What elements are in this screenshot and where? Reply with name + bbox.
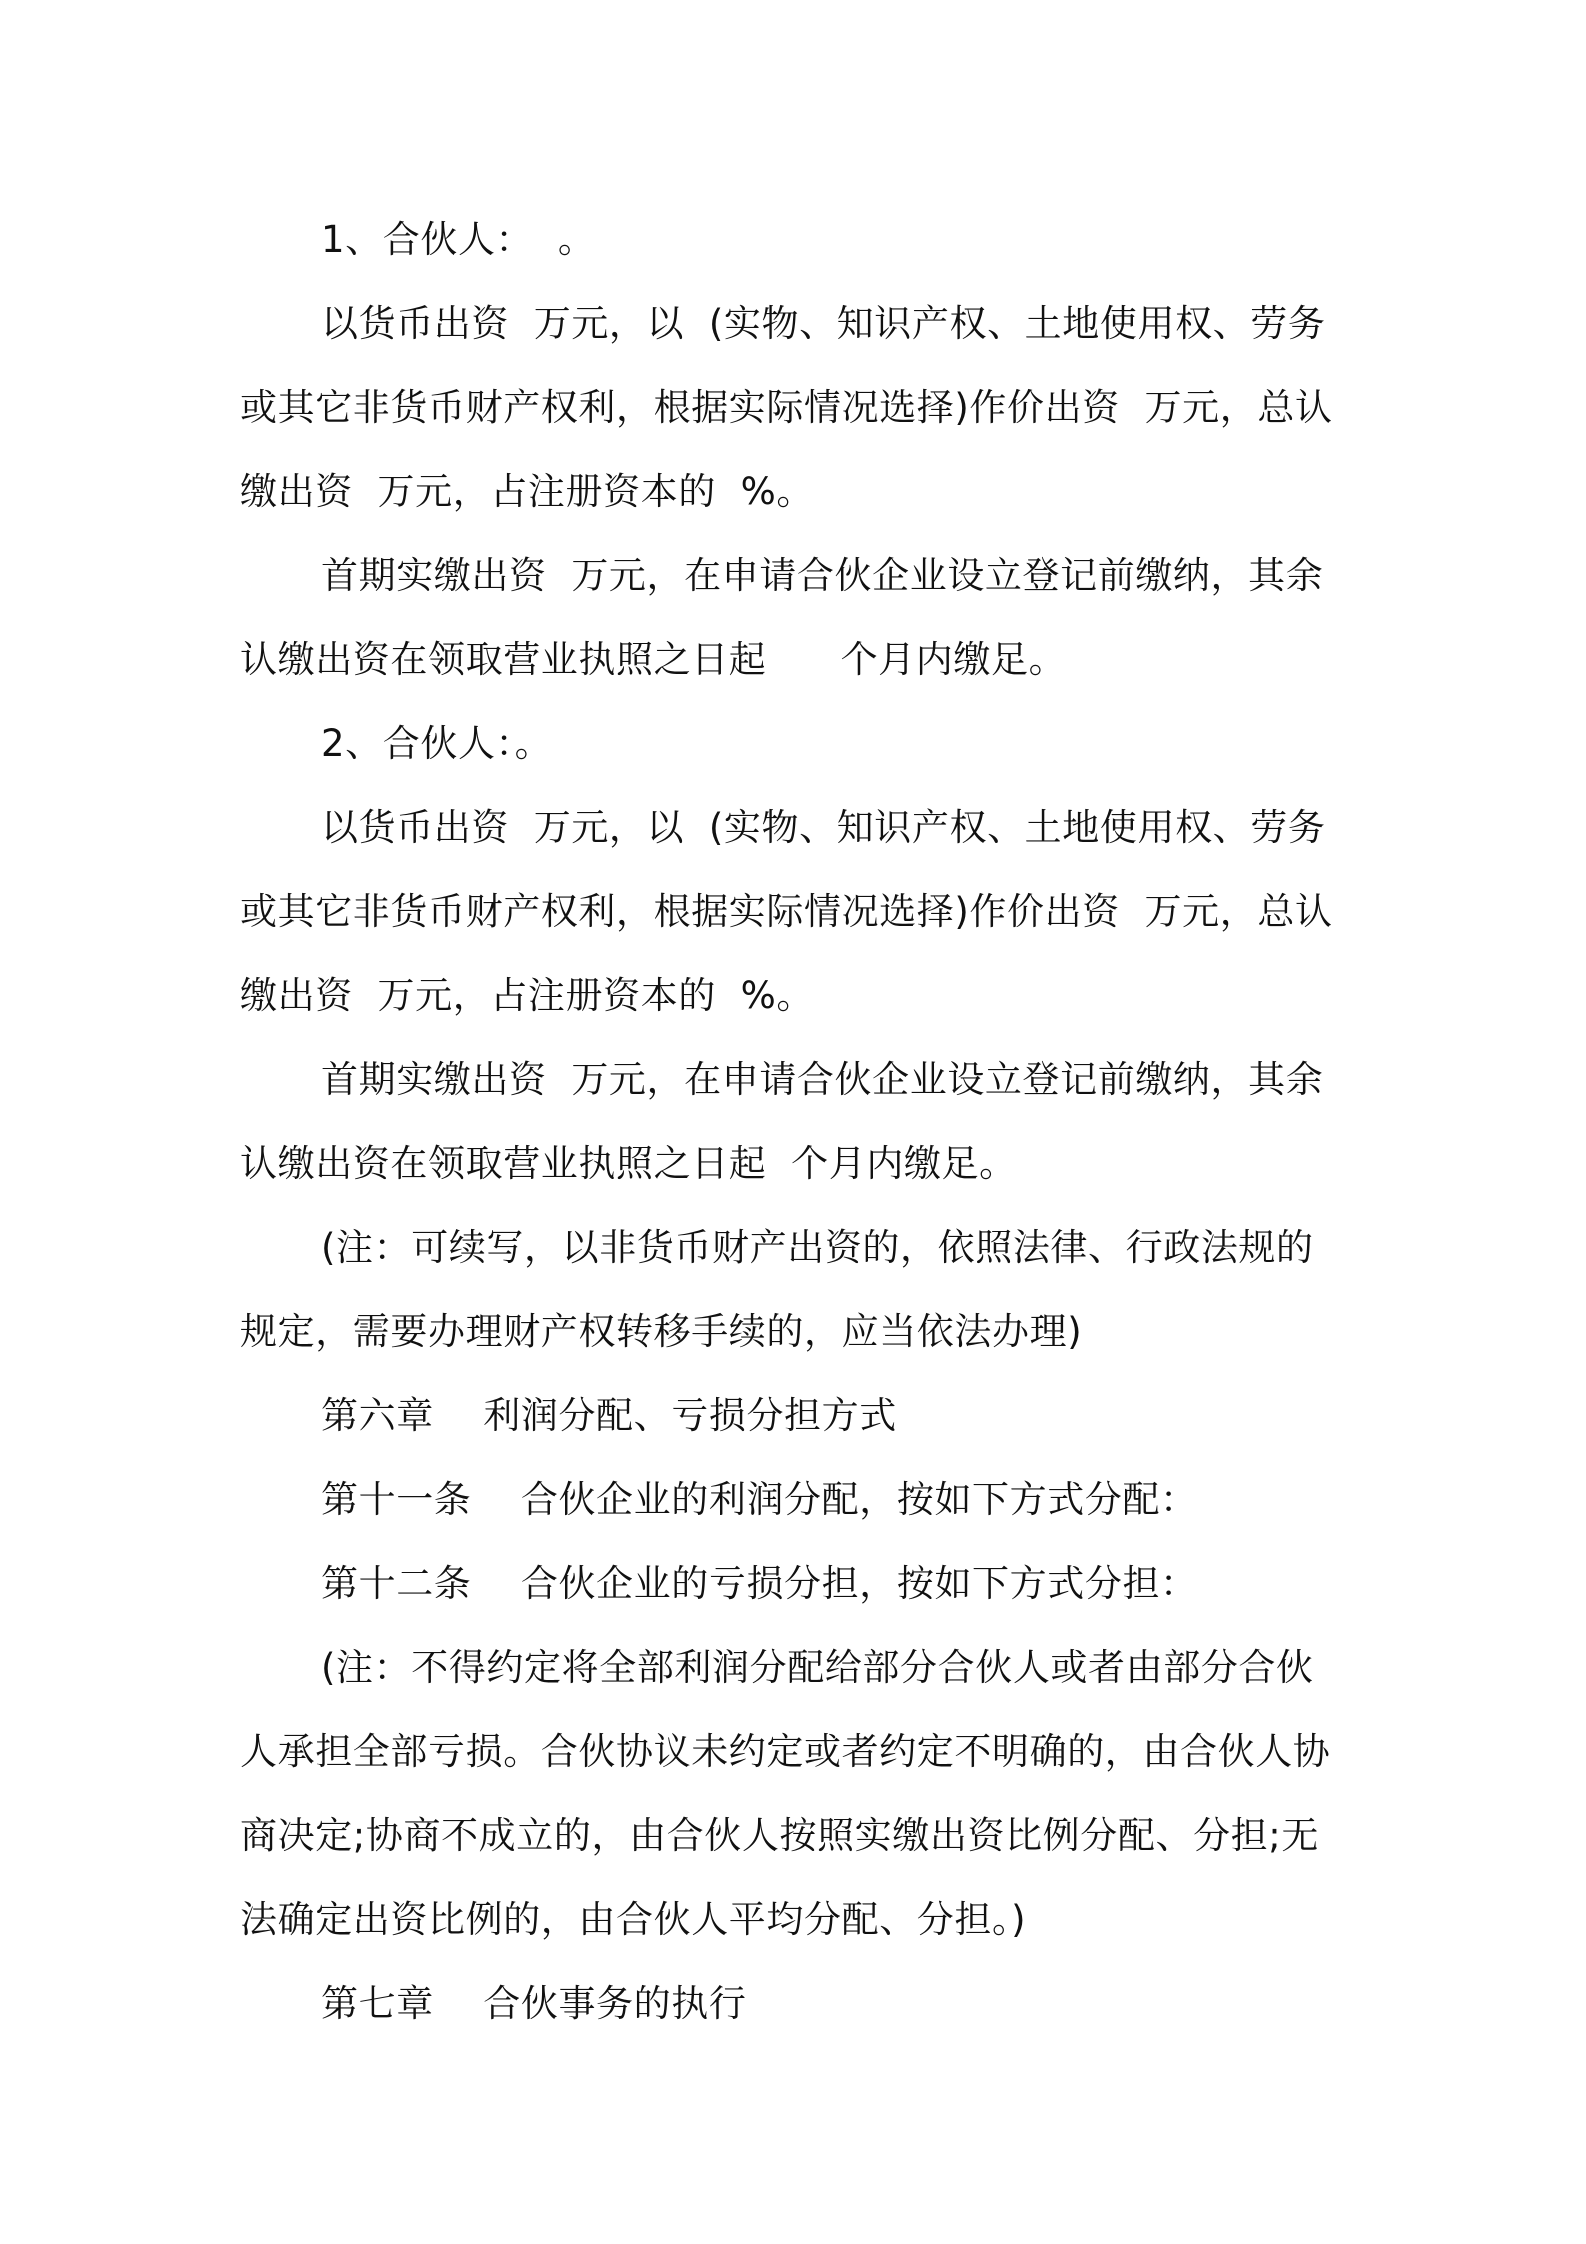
chapter-6-heading: 第六章 利润分配、亏损分担方式: [321, 1394, 897, 1437]
document-body: [240, 198, 1350, 2046]
partner-1-payment-terms: 首期实缴出资 万元，在申请合伙企业设立登记前缴纳，其余认缴出资在领取营业执照之日起 个月内缴足。: [240, 554, 1324, 681]
article-11: 第十一条 合伙企业的利润分配，按如下方式分配：: [321, 1478, 1198, 1521]
contribution-note: (注：可续写，以非货币财产出资的，依照法律、行政法规的规定，需要办理财产权转移手续的，应当依法办理): [240, 1226, 1314, 1353]
partner-2-capital-contribution: 以货币出资 万元，以 (实物、知识产权、土地使用权、劳务或其它非货币财产权利，根据实际情况选择)作价出资 万元，总认缴出资 万元，占注册资本的 %。: [240, 806, 1333, 1017]
partner-2-payment-terms: 首期实缴出资 万元，在申请合伙企业设立登记前缴纳，其余认缴出资在领取营业执照之日起 个月内缴足。: [240, 1058, 1324, 1185]
partner-2-heading: 2、合伙人：。: [321, 722, 553, 765]
partner-1-capital-contribution: 以货币出资 万元，以 (实物、知识产权、土地使用权、劳务或其它非货币财产权利，根据实际情况选择)作价出资 万元，总认缴出资 万元，占注册资本的 %。: [240, 302, 1333, 513]
article-12: 第十二条 合伙企业的亏损分担，按如下方式分担：: [321, 1562, 1198, 1605]
chapter-7-heading: 第七章 合伙事务的执行: [321, 1982, 747, 2025]
partner-1-heading: 1、合伙人： 。: [321, 218, 596, 261]
profit-loss-note: (注：不得约定将全部利润分配给部分合伙人或者由部分合伙人承担全部亏损。合伙协议未约定或者约定不明确的，由合伙人协商决定;协商不成立的，由合伙人按照实缴出资比例分配、分担;无法确定出资比例的，由合伙人平均分配、分担。): [240, 1646, 1331, 1941]
